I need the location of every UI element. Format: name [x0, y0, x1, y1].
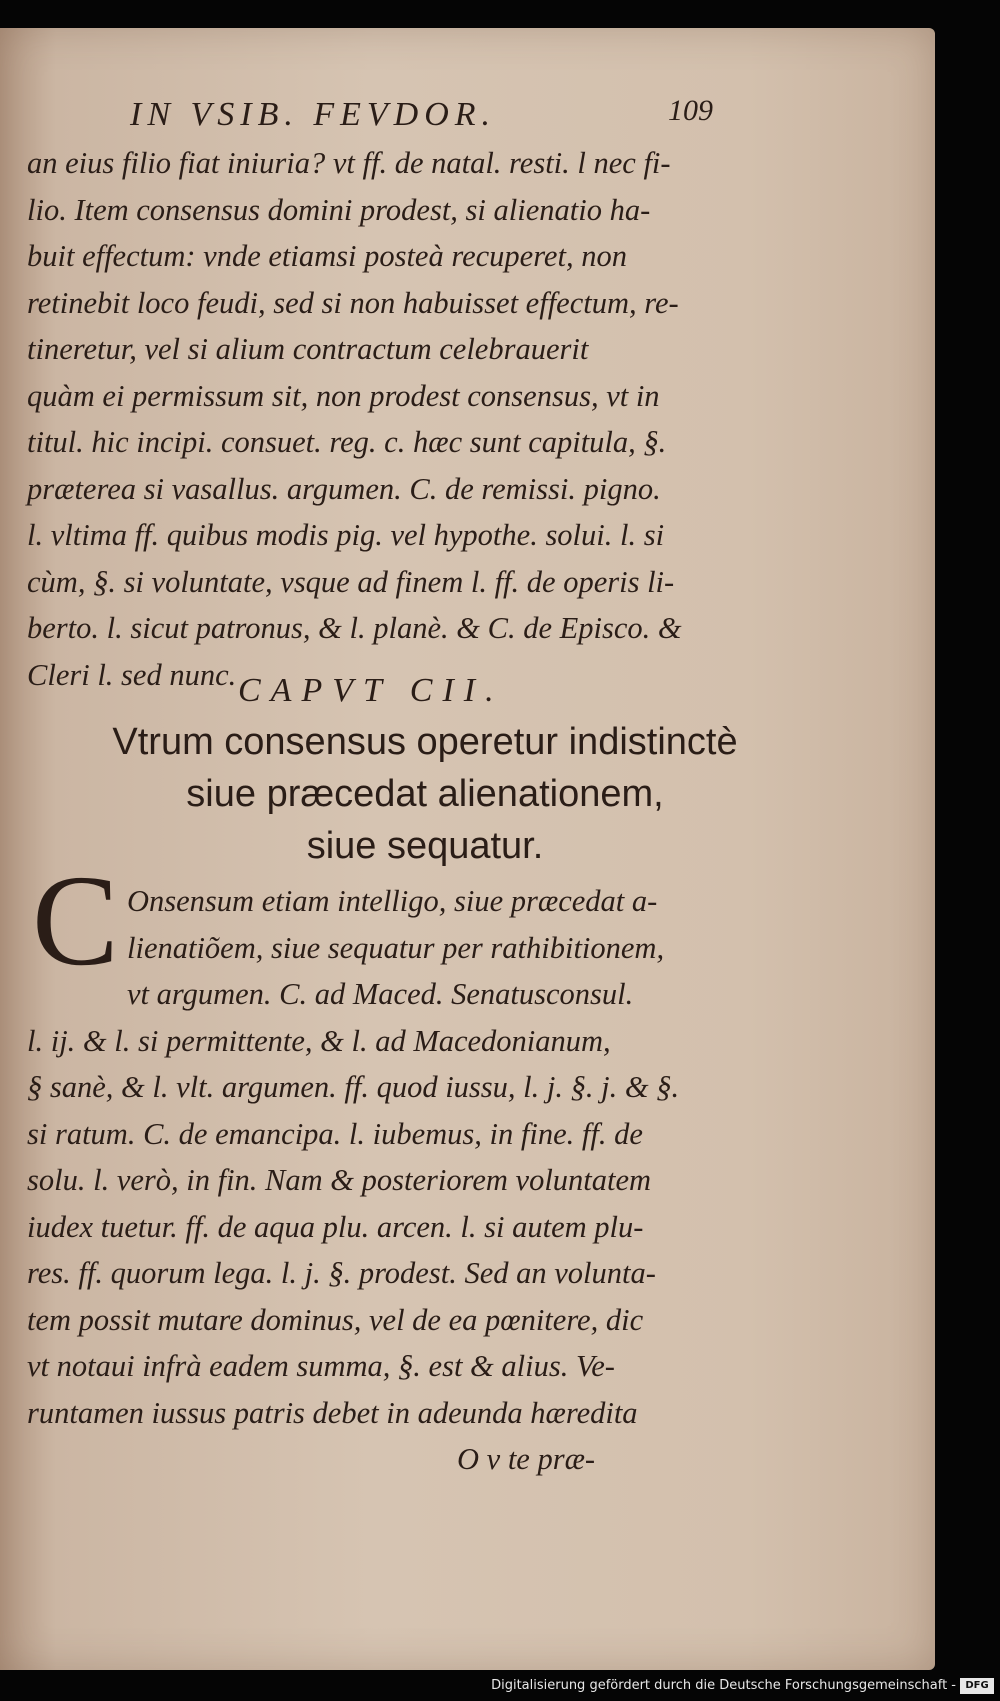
text-line: an eius filio fiat iniuria? vt ff. de natal. resti. l nec fi-: [27, 146, 671, 180]
text-line: præterea si vasallus. argumen. C. de remissi. pigno.: [27, 471, 661, 506]
dfg-logo: DFG: [960, 1678, 994, 1694]
text-line: Cleri l. sed nunc.: [27, 657, 237, 692]
paragraph-2: [27, 878, 727, 1483]
text-line: § sanè, & l. vlt. argumen. ff. quod iussu, l. j. §. j. & §.: [27, 1070, 680, 1104]
text-line: cùm, §. si voluntate, vsque ad finem l. ff. de operis li-: [27, 564, 675, 599]
chapter-title-line: siue sequatur.: [306, 825, 544, 867]
text-line: lienatiõem, siue sequatur per rathibitionem,: [127, 930, 665, 965]
text-line: tineretur, vel si alium contractum celebrauerit: [27, 332, 589, 366]
chapter-title-line: siue præcedat alienationem,: [186, 773, 664, 815]
chapter-label: CAPVT CII.: [238, 672, 504, 709]
text-line: buit effectum: vnde etiamsi posteà recuperet, non: [27, 239, 627, 273]
text-line: titul. hic incipi. consuet. reg. c. hæc sunt capitula, §.: [27, 425, 667, 459]
text-line: vt argumen. C. ad Maced. Senatusconsul.: [127, 977, 634, 1011]
text-line: si ratum. C. de emancipa. l. iubemus, in fine. ff. de: [27, 1116, 643, 1151]
text-line: vt notaui infrà eadem summa, §. est & alius. Ve-: [27, 1349, 615, 1383]
text-line: res. ff. quorum lega. l. j. §. prodest. Sed an volunta-: [27, 1256, 656, 1290]
chapter-title: [95, 716, 755, 872]
catchword-line: O v te præ-: [457, 1442, 596, 1476]
text-line: berto. l. sicut patronus, & l. planè. & C. de Episco. &: [27, 611, 682, 645]
digitization-credit: Digitalisierung gefördert durch die Deutsche Forschungsgemeinschaft -: [491, 1678, 956, 1693]
text-line: Onsensum etiam intelligo, siue præcedat a-: [127, 884, 658, 918]
text-line: lio. Item consensus domini prodest, si alienatio ha-: [27, 192, 651, 227]
text-line: l. vltima ff. quibus modis pig. vel hypothe. solui. l. si: [27, 518, 665, 552]
text-line: l. ij. & l. si permittente, & l. ad Macedonianum,: [27, 1023, 611, 1058]
running-head: IN VSIB. FEVDOR.: [130, 96, 497, 133]
paragraph-1: [27, 140, 727, 698]
text-line: tem possit mutare dominus, vel de ea pœnitere, dic: [27, 1302, 644, 1337]
text-line: runtamen iussus patris debet in adeunda hæredita: [27, 1395, 638, 1430]
text-line: retinebit loco feudi, sed si non habuisset effectum, re-: [27, 285, 679, 320]
drop-capital: C: [32, 849, 119, 993]
chapter-title-line: Vtrum consensus operetur indistinctè: [112, 721, 738, 763]
text-line: solu. l. verò, in fin. Nam & posteriorem voluntatem: [27, 1163, 652, 1197]
page-number: 109: [668, 94, 713, 127]
text-line: quàm ei permissum sit, non prodest consensus, vt in: [27, 378, 660, 413]
text-line: iudex tuetur. ff. de aqua plu. arcen. l. si autem plu-: [27, 1209, 644, 1244]
